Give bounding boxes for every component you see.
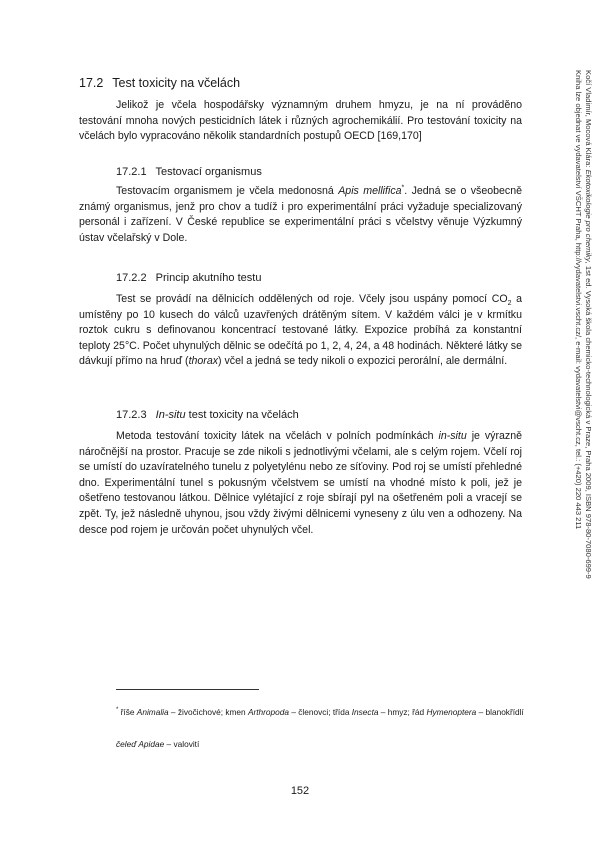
text-run: Testovacím organismem je včela medonosná	[116, 185, 339, 197]
taxon-name: čeleď Apidae	[116, 739, 165, 749]
organism-paragraph	[79, 184, 522, 246]
italic-term: thorax	[188, 355, 219, 368]
subsection-number: 17.2.1	[116, 166, 147, 178]
subsection-number: 17.2.2	[116, 272, 147, 284]
text-run: , 1st ed. Vysoká škola chemicko-technologická v Praze, Praha 2009, ISBN 978-80-7080-699-9	[584, 261, 593, 579]
species-name: Apis mellifica	[338, 185, 402, 197]
book-title: Ekotoxikologie pro chemiky	[584, 169, 593, 262]
section-number: 17.2	[79, 76, 104, 90]
footnote-line-1	[116, 706, 526, 719]
text-run: – živočichové; kmen	[168, 707, 248, 717]
text-run: . Jedná se o všeobecně známý organismus, jenž pro chov a tudíž i pro experimentální práci vyžaduje specializovaný personál i zařízení. V České republice se experimentální práci s včelstvy věnuje Výzkumný ústav včelařský v Dole.	[79, 185, 522, 244]
section-title: Test toxicity na včelách	[112, 76, 241, 90]
subsection-title-italic: In-situ	[155, 409, 186, 421]
taxon-name: Insecta	[351, 707, 379, 717]
subsection-heading-2	[116, 272, 261, 284]
in-situ-paragraph	[79, 429, 522, 538]
footnote-marker[interactable]: *	[401, 184, 405, 192]
subsection-number: 17.2.3	[116, 409, 147, 421]
intro-text: Jelikož je včela hospodářsky významným druhem hmyzu, je na ní prováděno testování mnoha nových pesticidních látek i různých agrochemikálií. Pro testování toxicity na včelách bylo vypracováno několik standardních postupů OECD [169,170]	[79, 99, 522, 143]
subscript: 2	[507, 300, 512, 308]
taxon-name: Hymenoptera	[426, 707, 477, 717]
citation-line	[583, 70, 593, 630]
subsection-heading-3	[116, 409, 299, 421]
footnote-line-2	[116, 738, 526, 751]
subsection-heading-1	[116, 166, 262, 178]
text-run: říše	[118, 707, 137, 717]
italic-term: in-situ	[438, 430, 467, 442]
text-run: – valovití	[164, 739, 200, 749]
subsection-title: test toxicity na včelách	[185, 409, 299, 421]
section-heading	[79, 76, 240, 90]
order-info-line: Kniha lze objednat ve vydavatelství VŠCHT Praha, http://vydavatelstvi.vscht.cz/, e-mail: vydavatelstvi@vscht.cz, tel.: (+420) 220 443 211	[574, 70, 583, 530]
page-number: 152	[290, 785, 310, 797]
text-run: ) včel a jedná se tedy nikoli o expozici perorální, ale dermální.	[218, 355, 508, 368]
text-run: Kočí Vladimír, Mocová Klára:	[584, 70, 593, 170]
text-run: Metoda testování toxicity látek na včelách v polních podmínkách	[116, 430, 439, 442]
subsection-title: Princip akutního testu	[155, 272, 262, 284]
intro-paragraph	[79, 98, 522, 145]
footnote-marker: *	[116, 707, 119, 714]
footnote-divider	[116, 689, 259, 690]
side-citation-text	[573, 70, 593, 630]
text-run: – blanokřídlí	[476, 707, 524, 717]
text-run: – členovci; třída	[289, 707, 352, 717]
acute-test-paragraph	[79, 292, 522, 370]
text-run: Test se provádí na dělnicích oddělených od roje. Včely jsou uspány pomocí CO	[116, 293, 508, 305]
taxon-name: Animalia	[136, 707, 169, 717]
subsection-title: Testovací organismus	[155, 166, 262, 178]
text-run: a umístěny po 10 kusech do válců uzavřených drátěným sítem. V každém válci je v krmítku roztok cukru s definovanou koncentrací testované látky. Expozice probíhá za konstantní teploty 25°C. Počet uhynulých dělnic se odečítá po 1, 2, 4, 24, a 48 hodinách. Některé látky se dávkují přímo na hruď (	[79, 293, 523, 368]
text-run: je výrazně náročnější na prostor. Pracuje se zde nikoli s jednotlivými včelami, ale s celým rojem. Včelí roj se umístí do uzavíratelného tunelu z polyetylénu nebo ze síťoviny. Pod roj se umístí přehledné dno. Experimentální tunel s pokusným včelstvem se umístí na vhodné místo k poli, jež je ošetřeno testovanou látkou. Dělnice vylétající z roje sbírají pyl na ošetřeném poli a vracejí se zpět. Ty, jež následně uhynou, jsou vždy živými dělnicemi vyneseny z úlu ven a odhozeny. Na desce pod rojem je určován počet uhynulých včel.	[79, 430, 522, 536]
side-citation	[573, 70, 593, 630]
text-run: – hmyz; řád	[378, 707, 427, 717]
taxon-name: Arthropoda	[247, 707, 290, 717]
